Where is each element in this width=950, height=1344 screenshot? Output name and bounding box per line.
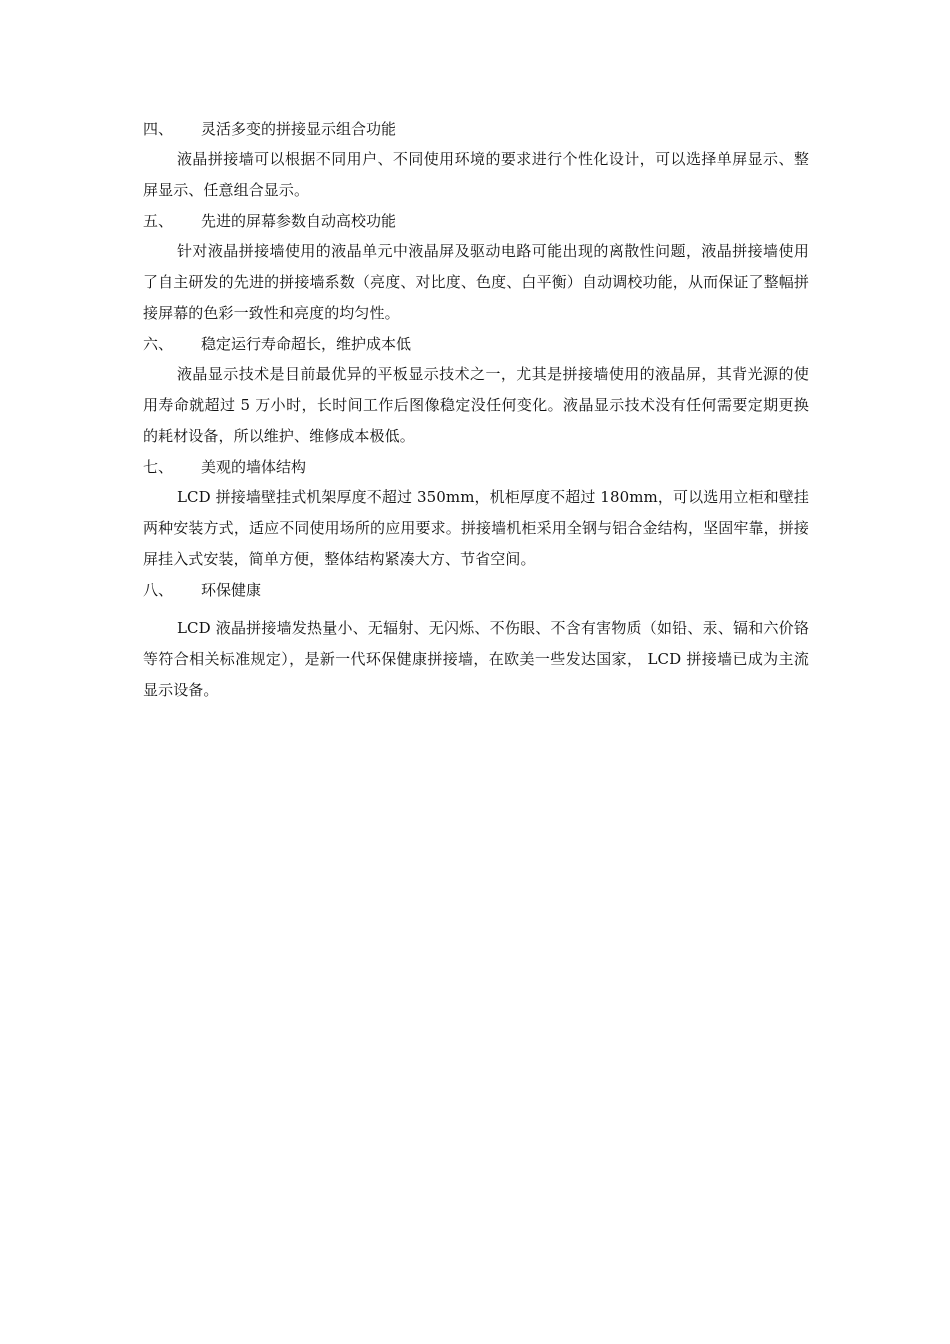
section-number: 八、 [143, 581, 174, 599]
section-heading-4 [143, 114, 809, 144]
spacer [143, 605, 809, 613]
section-title: 美观的墙体结构 [201, 458, 307, 476]
section-number: 七、 [143, 458, 174, 476]
section-paragraph-6: 液晶显示技术是目前最优异的平板显示技术之一，尤其是拼接墙使用的液晶屏，其背光源的使用寿命就超过 5 万小时，长时间工作后图像稳定没任何变化。液晶显示技术没有任何需要定期更换的耗材设备，所以维护、维修成本极低。 [143, 365, 809, 445]
section-title: 稳定运行寿命超长，维护成本低 [201, 335, 412, 353]
section-heading-5 [143, 206, 809, 236]
section-heading-6 [143, 329, 809, 359]
section-number: 六、 [143, 335, 174, 353]
section-number: 五、 [143, 212, 174, 230]
section-paragraph-4: 液晶拼接墙可以根据不同用户、不同使用环境的要求进行个性化设计，可以选择单屏显示、整屏显示、任意组合显示。 [143, 150, 809, 199]
section-title: 灵活多变的拼接显示组合功能 [201, 120, 397, 138]
section-paragraph-5: 针对液晶拼接墙使用的液晶单元中液晶屏及驱动电路可能出现的离散性问题，液晶拼接墙使用了自主研发的先进的拼接墙系数（亮度、对比度、色度、白平衡）自动调校功能，从而保证了整幅拼接屏幕的色彩一致性和亮度的均匀性。 [143, 242, 809, 322]
section-title: 环保健康 [201, 581, 262, 599]
section-title: 先进的屏幕参数自动高校功能 [201, 212, 397, 230]
section-paragraph-7: LCD 拼接墙壁挂式机架厚度不超过 350mm，机柜厚度不超过 180mm，可以选用立柜和壁挂两种安装方式，适应不同使用场所的应用要求。拼接墙机柜采用全钢与铝合金结构，坚固牢靠，拼接屏挂入式安装，简单方便，整体结构紧凑大方、节省空间。 [143, 488, 809, 568]
section-heading-8 [143, 575, 809, 605]
section-heading-7 [143, 452, 809, 482]
section-number: 四、 [143, 120, 174, 138]
document-body [143, 114, 809, 706]
section-paragraph-8: LCD 液晶拼接墙发热量小、无辐射、无闪烁、不伤眼、不含有害物质（如铅、汞、镉和六价铬等符合相关标准规定），是新一代环保健康拼接墙，在欧美一些发达国家， LCD 拼接墙已成为主流显示设备。 [143, 619, 809, 699]
